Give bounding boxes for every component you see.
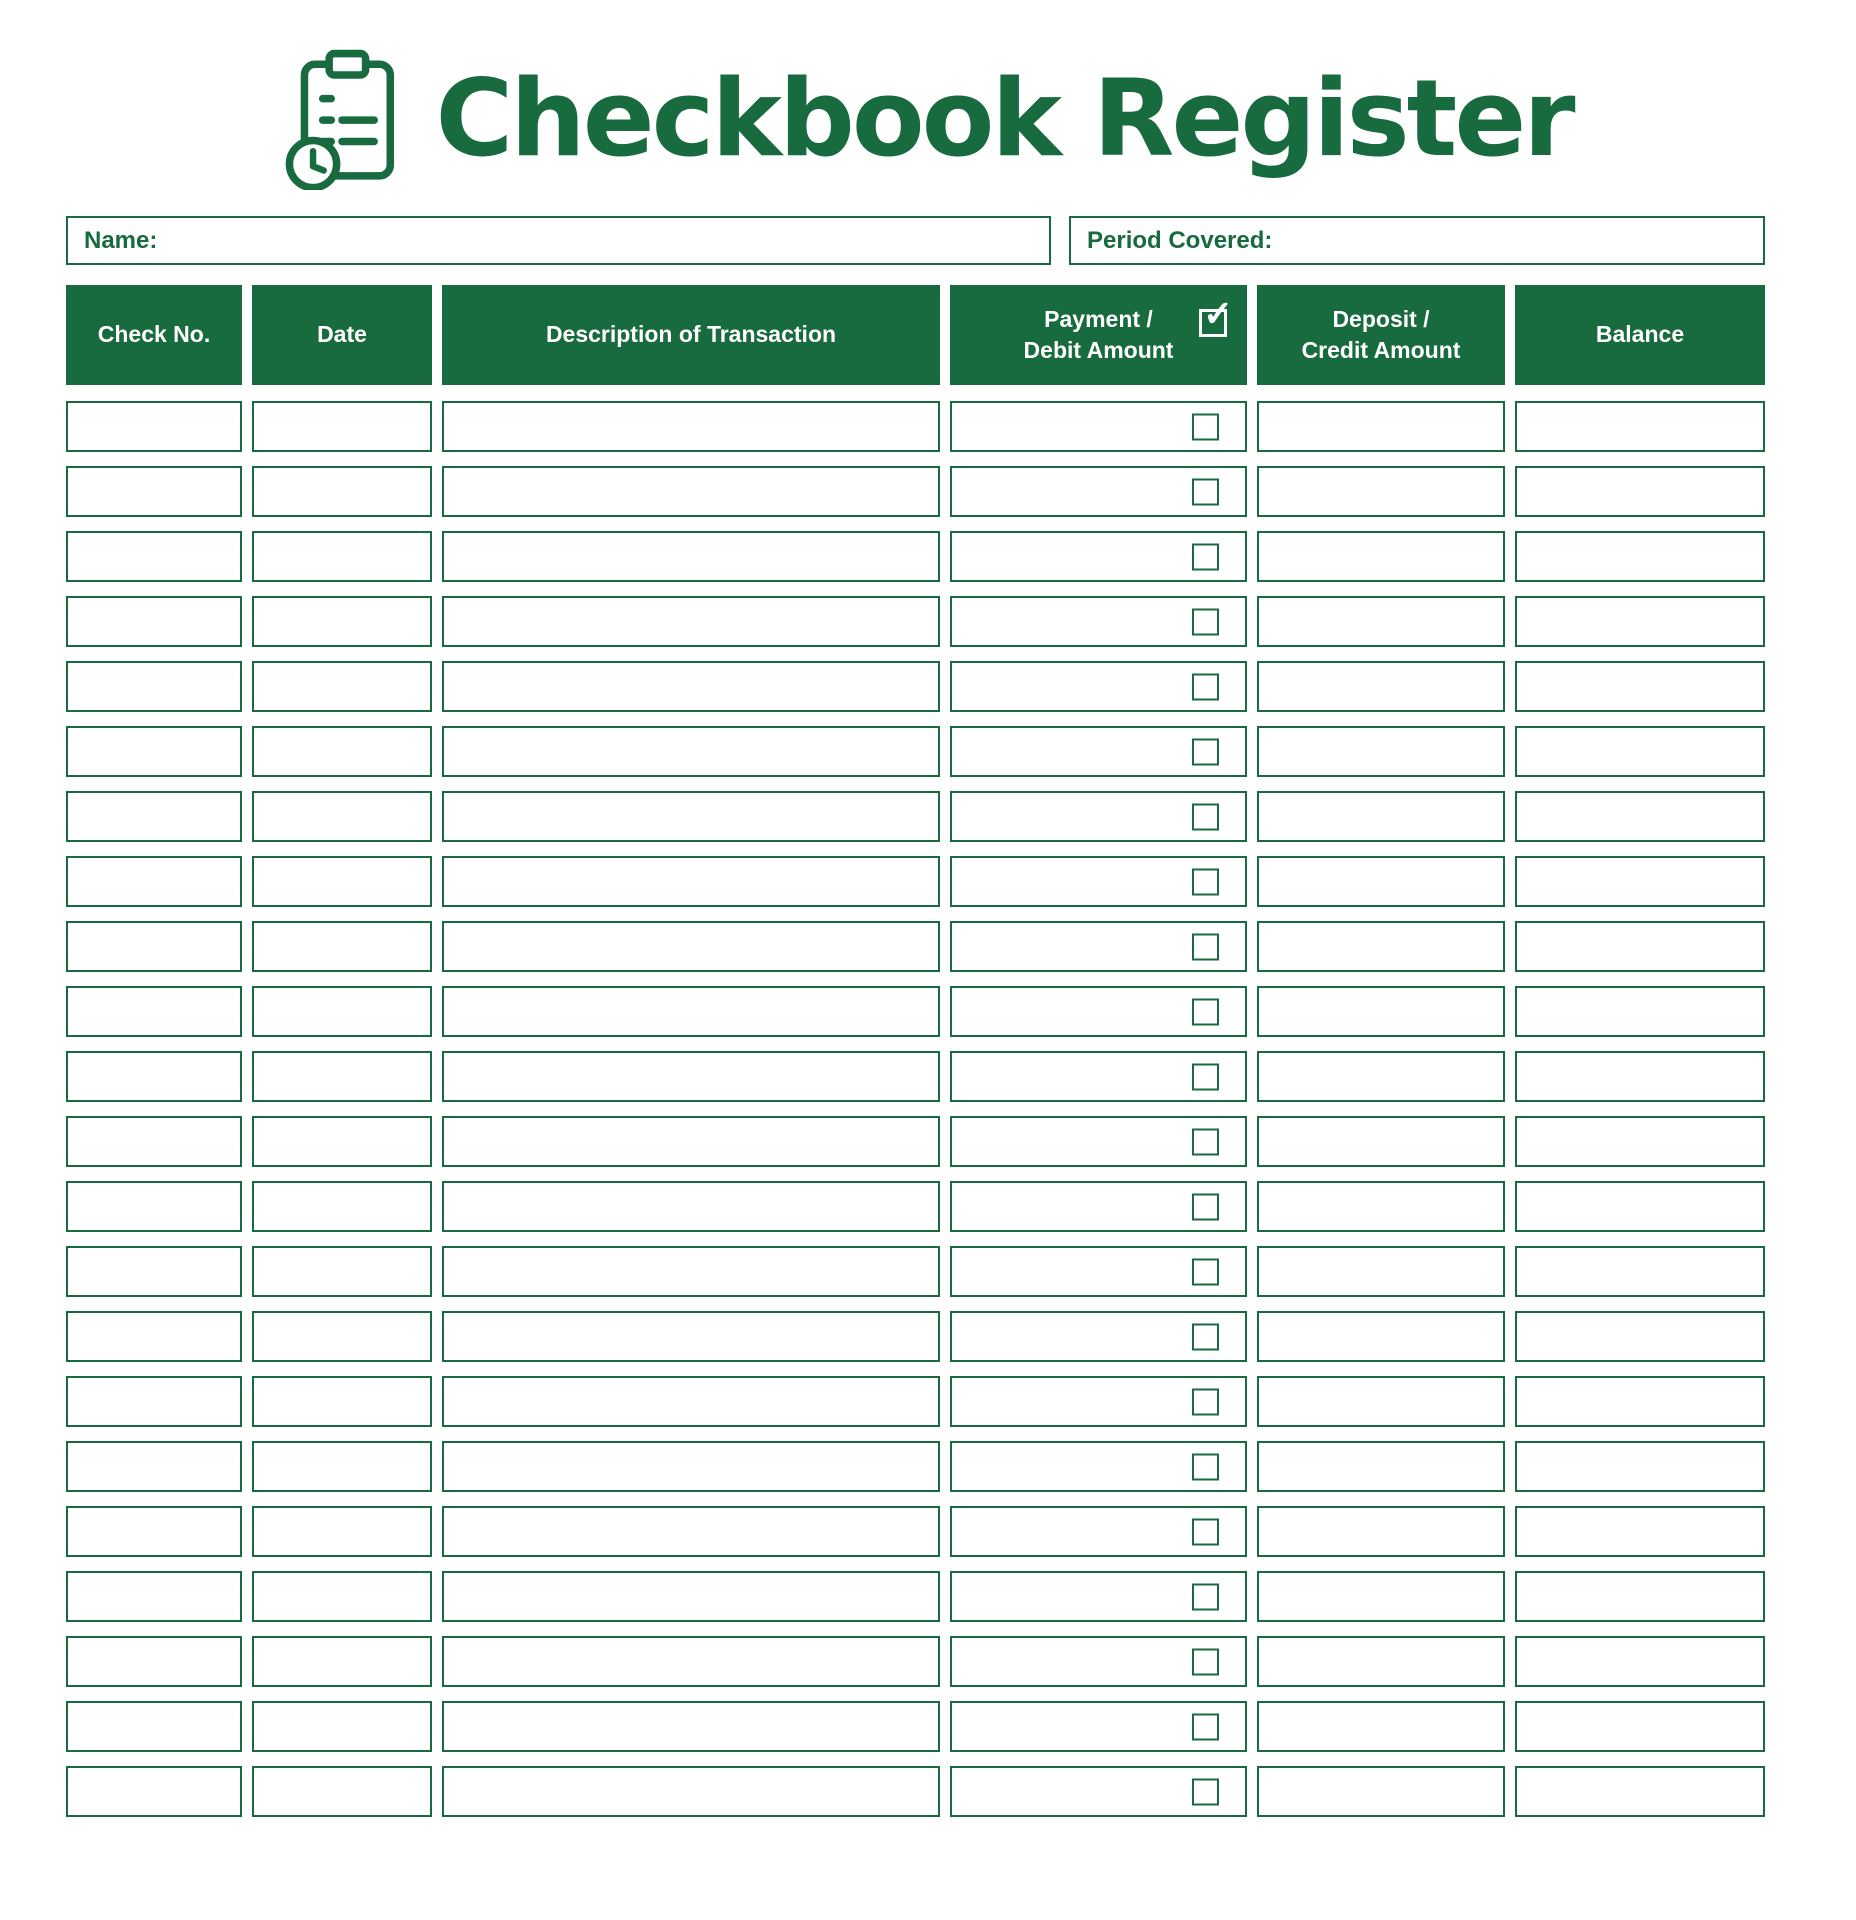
- deposit-cell[interactable]: [1257, 726, 1505, 777]
- date-cell[interactable]: [252, 466, 432, 517]
- date-cell[interactable]: [252, 791, 432, 842]
- balance-cell[interactable]: [1515, 1506, 1765, 1557]
- header-deposit-line2: Credit Amount: [1301, 337, 1461, 363]
- cleared-checkbox[interactable]: [1192, 1388, 1219, 1415]
- description-cell[interactable]: [442, 1766, 940, 1817]
- payment-cell[interactable]: [950, 1441, 1247, 1492]
- check-glyph: ✓: [1203, 293, 1234, 334]
- check-no-cell[interactable]: [66, 1441, 242, 1492]
- name-field[interactable]: [66, 216, 1051, 265]
- deposit-cell[interactable]: [1257, 466, 1505, 517]
- header-deposit: [1257, 285, 1505, 385]
- deposit-cell[interactable]: [1257, 661, 1505, 712]
- cleared-checkbox[interactable]: [1192, 868, 1219, 895]
- description-cell[interactable]: [442, 986, 940, 1037]
- balance-cell[interactable]: [1515, 1311, 1765, 1362]
- date-cell[interactable]: [252, 1441, 432, 1492]
- check-no-cell[interactable]: [66, 466, 242, 517]
- table-row: [66, 986, 1765, 1037]
- period-covered-input[interactable]: [1284, 229, 1747, 253]
- date-cell[interactable]: [252, 1311, 432, 1362]
- deposit-cell[interactable]: [1257, 1441, 1505, 1492]
- table-row: [66, 1441, 1765, 1492]
- table-row: [66, 1506, 1765, 1557]
- period-covered-field[interactable]: [1069, 216, 1765, 265]
- header-payment-line2: Debit Amount: [1023, 337, 1174, 363]
- check-no-cell[interactable]: [66, 921, 242, 972]
- check-no-cell[interactable]: [66, 1246, 242, 1297]
- checked-checkbox-icon: [1199, 293, 1234, 337]
- description-cell[interactable]: [442, 531, 940, 582]
- check-no-cell[interactable]: [66, 726, 242, 777]
- deposit-cell[interactable]: [1257, 401, 1505, 452]
- payment-cell[interactable]: [950, 466, 1247, 517]
- payment-cell[interactable]: [950, 661, 1247, 712]
- deposit-cell[interactable]: [1257, 1701, 1505, 1752]
- header-deposit-line1: Deposit /: [1332, 305, 1430, 332]
- description-cell[interactable]: [442, 466, 940, 517]
- description-cell[interactable]: [442, 726, 940, 777]
- payment-cell[interactable]: [950, 1051, 1247, 1102]
- cleared-checkbox[interactable]: [1192, 1063, 1219, 1090]
- table-row: [66, 856, 1765, 907]
- payment-cell[interactable]: [950, 596, 1247, 647]
- balance-cell[interactable]: [1515, 1701, 1765, 1752]
- date-cell[interactable]: [252, 531, 432, 582]
- check-no-cell[interactable]: [66, 791, 242, 842]
- table-row: [66, 1571, 1765, 1622]
- date-cell[interactable]: [252, 1571, 432, 1622]
- header-balance-label: Balance: [1595, 321, 1685, 348]
- cleared-checkbox[interactable]: [1192, 1713, 1219, 1740]
- table-row: [66, 921, 1765, 972]
- payment-cell[interactable]: [950, 726, 1247, 777]
- balance-cell[interactable]: [1515, 856, 1765, 907]
- date-cell[interactable]: [252, 1506, 432, 1557]
- table-row: [66, 401, 1765, 452]
- balance-cell[interactable]: [1515, 1116, 1765, 1167]
- deposit-cell[interactable]: [1257, 1506, 1505, 1557]
- payment-cell[interactable]: [950, 1376, 1247, 1427]
- cleared-checkbox[interactable]: [1192, 803, 1219, 830]
- payment-cell[interactable]: [950, 1766, 1247, 1817]
- table-row: [66, 726, 1765, 777]
- header-check-no-label: Check No.: [97, 321, 211, 348]
- payment-cell[interactable]: [950, 1571, 1247, 1622]
- payment-cell[interactable]: [950, 921, 1247, 972]
- balance-cell[interactable]: [1515, 921, 1765, 972]
- check-no-cell[interactable]: [66, 661, 242, 712]
- cleared-checkbox[interactable]: [1192, 1778, 1219, 1805]
- table-row: [66, 1181, 1765, 1232]
- balance-cell[interactable]: [1515, 1766, 1765, 1817]
- date-cell[interactable]: [252, 1246, 432, 1297]
- header-description: [442, 285, 940, 385]
- description-cell[interactable]: [442, 1246, 940, 1297]
- page-title: Checkbook Register: [435, 57, 1573, 181]
- period-covered-label: Period Covered:: [1087, 226, 1273, 254]
- deposit-cell[interactable]: [1257, 1311, 1505, 1362]
- header-date: [252, 285, 432, 385]
- payment-cell[interactable]: [950, 986, 1247, 1037]
- table-row: [66, 1376, 1765, 1427]
- deposit-cell[interactable]: [1257, 1181, 1505, 1232]
- deposit-cell[interactable]: [1257, 856, 1505, 907]
- deposit-cell[interactable]: [1257, 1766, 1505, 1817]
- payment-cell[interactable]: [950, 856, 1247, 907]
- check-no-cell[interactable]: [66, 596, 242, 647]
- table-row: [66, 531, 1765, 582]
- date-cell[interactable]: [252, 1766, 432, 1817]
- content: [0, 216, 1856, 1817]
- check-no-cell[interactable]: [66, 1701, 242, 1752]
- table-row: [66, 1116, 1765, 1167]
- cleared-checkbox[interactable]: [1192, 1648, 1219, 1675]
- fields-row: [66, 216, 1765, 265]
- balance-cell[interactable]: [1515, 1051, 1765, 1102]
- table-row: [66, 1636, 1765, 1687]
- date-cell[interactable]: [252, 856, 432, 907]
- check-no-cell[interactable]: [66, 1506, 242, 1557]
- page-header: [0, 0, 1856, 190]
- balance-cell[interactable]: [1515, 791, 1765, 842]
- balance-cell[interactable]: [1515, 531, 1765, 582]
- table-row: [66, 661, 1765, 712]
- deposit-cell[interactable]: [1257, 1246, 1505, 1297]
- cleared-checkbox[interactable]: [1192, 933, 1219, 960]
- cleared-checkbox[interactable]: [1192, 673, 1219, 700]
- cleared-checkbox[interactable]: [1192, 1583, 1219, 1610]
- payment-cell[interactable]: [950, 1636, 1247, 1687]
- header-payment-line1: Payment /: [1044, 305, 1153, 332]
- date-cell[interactable]: [252, 921, 432, 972]
- cleared-checkbox[interactable]: [1192, 1258, 1219, 1285]
- balance-cell[interactable]: [1515, 986, 1765, 1037]
- description-cell[interactable]: [442, 596, 940, 647]
- date-cell[interactable]: [252, 1636, 432, 1687]
- balance-cell[interactable]: [1515, 596, 1765, 647]
- description-cell[interactable]: [442, 1571, 940, 1622]
- check-no-cell[interactable]: [66, 1636, 242, 1687]
- header-check-no: [66, 285, 242, 385]
- check-no-cell[interactable]: [66, 856, 242, 907]
- description-cell[interactable]: [442, 1116, 940, 1167]
- table-row: [66, 466, 1765, 517]
- description-cell[interactable]: [442, 921, 940, 972]
- date-cell[interactable]: [252, 1051, 432, 1102]
- description-cell[interactable]: [442, 1506, 940, 1557]
- deposit-cell[interactable]: [1257, 1636, 1505, 1687]
- date-cell[interactable]: [252, 1701, 432, 1752]
- cleared-checkbox[interactable]: [1192, 543, 1219, 570]
- cleared-checkbox[interactable]: [1192, 1453, 1219, 1480]
- balance-cell[interactable]: [1515, 726, 1765, 777]
- payment-cell[interactable]: [950, 791, 1247, 842]
- date-cell[interactable]: [252, 596, 432, 647]
- cleared-checkbox[interactable]: [1192, 1518, 1219, 1545]
- payment-cell[interactable]: [950, 1246, 1247, 1297]
- description-cell[interactable]: [442, 856, 940, 907]
- header-balance: [1515, 285, 1765, 385]
- description-cell[interactable]: [442, 1051, 940, 1102]
- description-cell[interactable]: [442, 1636, 940, 1687]
- table-row: [66, 1311, 1765, 1362]
- cleared-checkbox[interactable]: [1192, 478, 1219, 505]
- date-cell[interactable]: [252, 1181, 432, 1232]
- check-no-cell[interactable]: [66, 986, 242, 1037]
- description-cell[interactable]: [442, 1181, 940, 1232]
- check-no-cell[interactable]: [66, 401, 242, 452]
- cleared-checkbox[interactable]: [1192, 738, 1219, 765]
- payment-cell[interactable]: [950, 1701, 1247, 1752]
- deposit-cell[interactable]: [1257, 1376, 1505, 1427]
- description-cell[interactable]: [442, 1376, 940, 1427]
- check-no-cell[interactable]: [66, 1311, 242, 1362]
- header-date-label: Date: [317, 321, 367, 348]
- cleared-checkbox[interactable]: [1192, 1128, 1219, 1155]
- payment-cell[interactable]: [950, 401, 1247, 452]
- description-cell[interactable]: [442, 661, 940, 712]
- table-row: [66, 1766, 1765, 1817]
- payment-cell[interactable]: [950, 1506, 1247, 1557]
- cleared-checkbox[interactable]: [1192, 608, 1219, 635]
- balance-cell[interactable]: [1515, 401, 1765, 452]
- deposit-cell[interactable]: [1257, 1116, 1505, 1167]
- description-cell[interactable]: [442, 401, 940, 452]
- date-cell[interactable]: [252, 1376, 432, 1427]
- date-cell[interactable]: [252, 1116, 432, 1167]
- cleared-checkbox[interactable]: [1192, 1193, 1219, 1220]
- payment-cell[interactable]: [950, 1116, 1247, 1167]
- balance-cell[interactable]: [1515, 1636, 1765, 1687]
- date-cell[interactable]: [252, 661, 432, 712]
- description-cell[interactable]: [442, 1311, 940, 1362]
- check-no-cell[interactable]: [66, 1181, 242, 1232]
- header-payment: [950, 285, 1247, 385]
- balance-cell[interactable]: [1515, 1246, 1765, 1297]
- deposit-cell[interactable]: [1257, 791, 1505, 842]
- clipboard-clock-icon: [283, 48, 401, 190]
- deposit-cell[interactable]: [1257, 596, 1505, 647]
- balance-cell[interactable]: [1515, 1376, 1765, 1427]
- description-cell[interactable]: [442, 1441, 940, 1492]
- balance-cell[interactable]: [1515, 1181, 1765, 1232]
- payment-cell[interactable]: [950, 531, 1247, 582]
- deposit-cell[interactable]: [1257, 1571, 1505, 1622]
- description-cell[interactable]: [442, 1701, 940, 1752]
- check-no-cell[interactable]: [66, 1116, 242, 1167]
- payment-cell[interactable]: [950, 1181, 1247, 1232]
- deposit-cell[interactable]: [1257, 531, 1505, 582]
- balance-cell[interactable]: [1515, 466, 1765, 517]
- cleared-checkbox[interactable]: [1192, 1323, 1219, 1350]
- table-row: [66, 596, 1765, 647]
- date-cell[interactable]: [252, 726, 432, 777]
- table-row: [66, 1246, 1765, 1297]
- deposit-cell[interactable]: [1257, 1051, 1505, 1102]
- date-cell[interactable]: [252, 986, 432, 1037]
- table-row: [66, 1051, 1765, 1102]
- balance-cell[interactable]: [1515, 661, 1765, 712]
- table-row: [66, 791, 1765, 842]
- deposit-cell[interactable]: [1257, 921, 1505, 972]
- table-header: [66, 285, 1765, 385]
- header-description-label: Description of Transaction: [545, 321, 837, 348]
- check-no-cell[interactable]: [66, 1376, 242, 1427]
- date-cell[interactable]: [252, 401, 432, 452]
- cleared-checkbox[interactable]: [1192, 413, 1219, 440]
- name-label: Name:: [84, 226, 158, 254]
- check-no-cell[interactable]: [66, 531, 242, 582]
- check-no-cell[interactable]: [66, 1571, 242, 1622]
- cleared-checkbox[interactable]: [1192, 998, 1219, 1025]
- payment-cell[interactable]: [950, 1311, 1247, 1362]
- balance-cell[interactable]: [1515, 1571, 1765, 1622]
- table-row: [66, 1701, 1765, 1752]
- name-input[interactable]: [169, 229, 1033, 253]
- check-no-cell[interactable]: [66, 1766, 242, 1817]
- balance-cell[interactable]: [1515, 1441, 1765, 1492]
- check-no-cell[interactable]: [66, 1051, 242, 1102]
- description-cell[interactable]: [442, 791, 940, 842]
- deposit-cell[interactable]: [1257, 986, 1505, 1037]
- table-body: [66, 401, 1765, 1817]
